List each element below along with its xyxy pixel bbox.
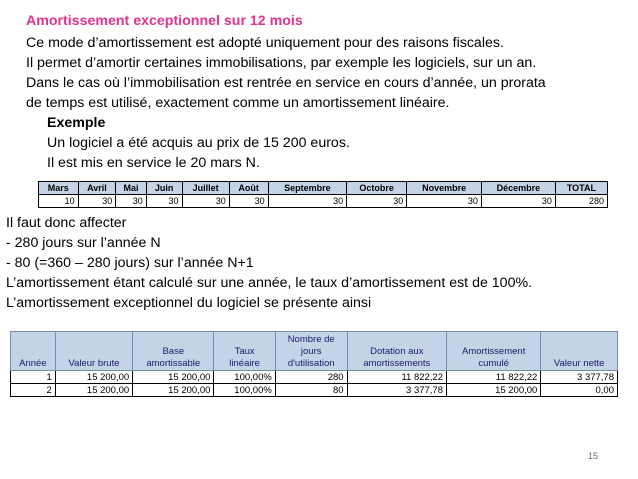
header-nombre-jours	[275, 332, 347, 371]
days-header-cell: Avril	[78, 182, 116, 195]
days-header-cell: Mars	[39, 182, 79, 195]
header-jours-line-2: jours	[300, 346, 322, 357]
days-header-cell: Octobre	[347, 182, 407, 195]
days-value-cell: 30	[268, 195, 347, 208]
body-line-5: L’amortissement exceptionnel du logiciel se présente ainsi	[6, 295, 372, 311]
cell-dotation: 11 822,22	[347, 371, 446, 384]
body-line-1: Il faut donc affecter	[6, 215, 127, 231]
days-value-cell: 30	[229, 195, 268, 208]
days-header-cell: TOTAL	[555, 182, 607, 195]
days-header-cell: Novembre	[407, 182, 482, 195]
amortization-table	[10, 331, 618, 397]
header-base-line-1: Base	[162, 346, 185, 357]
page-number: 15	[588, 451, 599, 461]
cell-valeur-brute: 15 200,00	[55, 371, 132, 384]
days-value-row	[39, 195, 608, 208]
days-value-cell: 30	[182, 195, 229, 208]
days-value-cell: 30	[116, 195, 146, 208]
header-dotation-line-2: amortissements	[363, 358, 431, 369]
cell-valeur-nette: 0,00	[541, 384, 618, 397]
cell-annee: 2	[11, 384, 56, 397]
days-value-cell: 10	[39, 195, 79, 208]
cell-annee: 1	[11, 371, 56, 384]
cell-taux: 100,00%	[214, 371, 275, 384]
header-taux-line-1: Taux	[234, 346, 255, 357]
cell-taux: 100,00%	[214, 384, 275, 397]
cell-jours: 80	[275, 384, 347, 397]
body-line-3: - 80 (=360 – 280 jours) sur l’année N+1	[6, 255, 254, 271]
intro-line-4: de temps est utilisé, exactement comme un amortissement linéaire.	[26, 95, 450, 111]
intro-line-1: Ce mode d’amortissement est adopté uniquement pour des raisons fiscales.	[26, 35, 504, 51]
cell-cumule: 11 822,22	[447, 371, 541, 384]
header-valeur-nette-text: Valeur nette	[553, 358, 605, 369]
header-taux-lineaire	[214, 332, 275, 371]
header-dotation-line-1: Dotation aux	[370, 346, 424, 357]
header-taux-line-2: linéaire	[229, 358, 260, 369]
header-valeur-nette	[541, 332, 618, 371]
days-value-cell: 280	[555, 195, 607, 208]
example-heading: Exemple	[47, 115, 106, 131]
cell-cumule: 15 200,00	[447, 384, 541, 397]
days-table	[38, 181, 608, 208]
days-header-cell: Juillet	[182, 182, 229, 195]
days-header-cell: Août	[229, 182, 268, 195]
cell-jours: 280	[275, 371, 347, 384]
days-value-cell: 30	[407, 195, 482, 208]
header-cumule-line-2: cumulé	[478, 358, 509, 369]
cell-base: 15 200,00	[133, 371, 214, 384]
days-header-cell: Septembre	[268, 182, 347, 195]
header-valeur-brute	[55, 332, 132, 371]
intro-line-3: Dans le cas où l’immobilisation est rentrée en service en cours d’année, un prorata	[26, 75, 546, 91]
slide-title: Amortissement exceptionnel sur 12 mois	[26, 13, 303, 29]
cell-valeur-nette: 3 377,78	[541, 371, 618, 384]
days-header-cell: Mai	[116, 182, 146, 195]
header-valeur-brute-text: Valeur brute	[68, 358, 120, 369]
example-line-2: Il est mis en service le 20 mars N.	[47, 155, 260, 171]
body-line-4: L’amortissement étant calculé sur une année, le taux d’amortissement est de 100%.	[6, 275, 533, 291]
header-jours-line-1: Nombre de	[287, 334, 335, 345]
amort-row-1	[11, 371, 618, 384]
header-base-amortissable	[133, 332, 214, 371]
header-dotation	[347, 332, 446, 371]
days-header-row	[39, 182, 608, 195]
days-value-cell: 30	[146, 195, 182, 208]
days-value-cell: 30	[481, 195, 555, 208]
cell-valeur-brute: 15 200,00	[55, 384, 132, 397]
days-value-cell: 30	[78, 195, 116, 208]
header-amortissement-cumule	[447, 332, 541, 371]
header-cumule-line-1: Amortissement	[461, 346, 526, 357]
cell-base: 15 200,00	[133, 384, 214, 397]
body-line-2: - 280 jours sur l’année N	[6, 235, 161, 251]
cell-dotation: 3 377,78	[347, 384, 446, 397]
days-header-cell: Décembre	[481, 182, 555, 195]
days-value-cell: 30	[347, 195, 407, 208]
header-annee	[11, 332, 56, 371]
header-annee-text: Année	[19, 358, 47, 369]
header-jours-line-3: d'utilisation	[287, 358, 335, 369]
days-header-cell: Juin	[146, 182, 182, 195]
header-base-line-2: amortissable	[146, 358, 201, 369]
amort-header-row	[11, 332, 618, 371]
amort-row-2	[11, 384, 618, 397]
example-line-1: Un logiciel a été acquis au prix de 15 200 euros.	[47, 135, 350, 151]
intro-line-2: Il permet d’amortir certaines immobilisations, par exemple les logiciels, sur un an.	[26, 55, 537, 71]
